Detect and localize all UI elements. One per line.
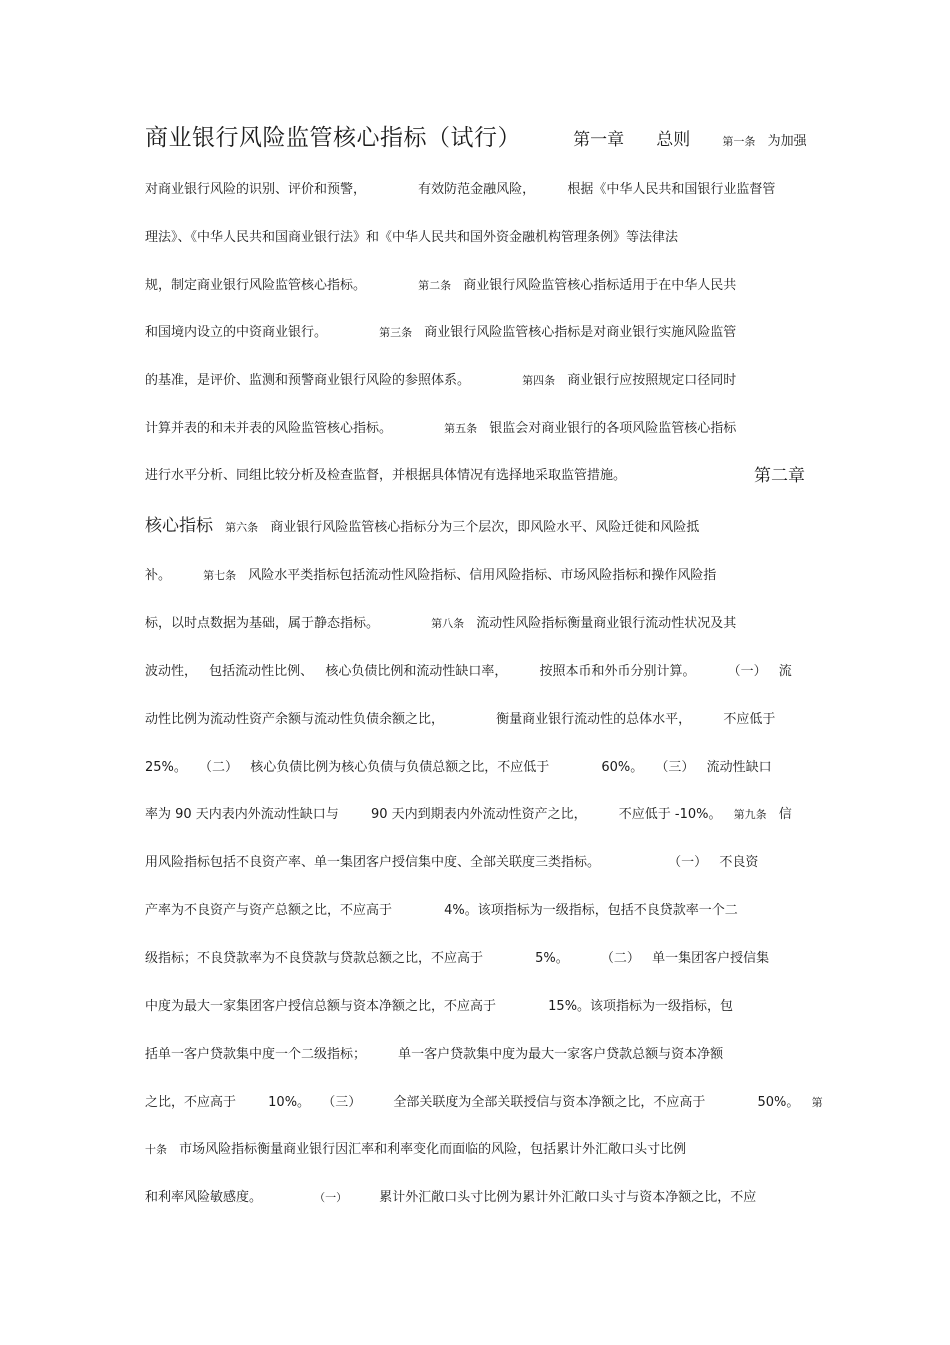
article-number: 第三条 xyxy=(379,326,413,339)
text-segment: 根据《中华人民共和国银行业监督管 xyxy=(567,182,776,197)
text-line xyxy=(145,419,805,439)
text-line xyxy=(145,758,805,778)
text-segment: 不应低于 -10%。 xyxy=(618,807,722,822)
text-line xyxy=(145,853,805,873)
text-segment: 产率为不良资产与资产总额之比，不应高于 xyxy=(145,903,393,918)
text-line xyxy=(145,710,805,730)
text-segment: 和利率风险敏感度。 xyxy=(145,1190,263,1205)
text-line xyxy=(145,614,805,634)
text-line xyxy=(145,805,805,825)
text-segment: 不应低于 xyxy=(723,712,776,727)
text-segment: 动性比例为流动性资产余额与流动性负债余额之比， xyxy=(145,712,445,727)
text-segment: 和国境内设立的中资商业银行。 xyxy=(145,325,328,340)
chapter-heading: 第二章 xyxy=(754,466,805,486)
text-line xyxy=(145,371,805,391)
enumeration-marker: （一） xyxy=(727,664,767,679)
text-segment: 流动性风险指标衡量商业银行流动性状况及其 xyxy=(476,616,737,631)
enumeration-marker: （一） xyxy=(314,1191,348,1204)
article-number: 第二条 xyxy=(418,279,452,292)
text-segment: 计算并表的和未并表的风险监管核心指标。 xyxy=(145,421,393,436)
text-line xyxy=(145,949,805,969)
text-segment: 波动性， xyxy=(145,664,198,679)
enumeration-marker: （二） xyxy=(600,951,640,966)
text-segment: 的基准，是评价、监测和预警商业银行风险的参照体系。 xyxy=(145,373,471,388)
text-segment: 单一集团客户授信集 xyxy=(652,951,770,966)
text-segment: 60%。 xyxy=(601,760,644,775)
text-line xyxy=(145,1093,823,1113)
text-segment: 90 天内到期表内外流动性资产之比， xyxy=(370,807,587,822)
text-segment: 15%。该项指标为一级指标，包 xyxy=(548,999,734,1014)
text-line xyxy=(145,323,805,343)
text-segment: 商业银行风险监管核心指标适用于在中华人民共 xyxy=(463,278,737,293)
text-line xyxy=(145,516,805,542)
text-line xyxy=(145,180,805,200)
article-number: 第一条 xyxy=(722,135,756,148)
enumeration-marker: （三） xyxy=(322,1095,362,1110)
text-segment: 全部关联度为全部关联授信与资本净额之比，不应高于 xyxy=(393,1095,706,1110)
text-segment: 银监会对商业银行的各项风险监管核心指标 xyxy=(489,421,737,436)
text-segment: 之比，不应高于 xyxy=(145,1095,237,1110)
text-line xyxy=(145,997,805,1017)
text-segment: 级指标；不良贷款率为不良贷款与贷款总额之比，不应高于 xyxy=(145,951,484,966)
text-segment: 单一客户贷款集中度为最大一家客户贷款总额与资本净额 xyxy=(398,1047,724,1062)
text-line xyxy=(145,566,805,586)
article-number: 第八条 xyxy=(431,617,465,630)
article-number: 第七条 xyxy=(203,569,237,582)
chapter-title: 总则 xyxy=(656,130,691,150)
text-segment: 市场风险指标衡量商业银行因汇率和利率变化而面临的风险，包括累计外汇敞口头寸比例 xyxy=(179,1142,687,1157)
text-segment: 流 xyxy=(778,664,792,679)
text-line xyxy=(145,1188,805,1208)
article-number: 第四条 xyxy=(522,374,556,387)
text-segment: 10%。 xyxy=(268,1095,311,1110)
article-number: 第五条 xyxy=(444,422,478,435)
text-segment: 5%。 xyxy=(535,951,569,966)
text-segment: 商业银行风险监管核心指标是对商业银行实施风险监管 xyxy=(424,325,737,340)
text-line xyxy=(145,228,805,248)
text-segment: 信 xyxy=(778,807,792,822)
document-title: 商业银行风险监管核心指标（试行） xyxy=(145,125,521,151)
text-segment: 对商业银行风险的识别、评价和预警， xyxy=(145,182,367,197)
article-number: 第九条 xyxy=(733,808,767,821)
text-segment: 为加强 xyxy=(767,134,807,149)
text-segment: 25%。 xyxy=(145,760,187,775)
text-segment: 风险水平类指标包括流动性风险指标、信用风险指标、市场风险指标和操作风险指 xyxy=(248,568,717,583)
text-segment: 4%。该项指标为一级指标，包括不良贷款率一个二 xyxy=(444,903,738,918)
text-segment: 补。 xyxy=(145,568,172,583)
text-segment: 50%。 xyxy=(757,1095,800,1110)
text-segment: 流动性缺口 xyxy=(706,760,772,775)
text-line xyxy=(145,125,807,160)
enumeration-marker: （二） xyxy=(199,760,239,775)
text-segment: 按照本币和外币分别计算。 xyxy=(539,664,696,679)
text-segment: 率为 90 天内表内外流动性缺口与 xyxy=(145,807,339,822)
text-segment: 核心负债比例为核心负债与负债总额之比，不应低于 xyxy=(250,760,550,775)
chapter-title: 核心指标 xyxy=(145,516,213,536)
chapter-heading: 第一章 xyxy=(573,130,625,150)
text-line xyxy=(145,466,805,492)
text-segment: 规，制定商业银行风险监管核心指标。 xyxy=(145,278,367,293)
article-number: 十条 xyxy=(145,1143,167,1156)
text-segment: 包括流动性比例、 xyxy=(209,664,314,679)
text-segment: 标，以时点数据为基础，属于静态指标。 xyxy=(145,616,380,631)
article-number: 第 xyxy=(811,1096,823,1109)
text-line xyxy=(145,662,805,682)
text-segment: 商业银行应按照规定口径同时 xyxy=(567,373,737,388)
enumeration-marker: （三） xyxy=(655,760,695,775)
text-line xyxy=(145,1045,805,1065)
article-number: 第六条 xyxy=(225,521,259,534)
text-segment: 中度为最大一家集团客户授信总额与资本净额之比，不应高于 xyxy=(145,999,497,1014)
text-segment: 括单一客户贷款集中度一个二级指标； xyxy=(145,1047,367,1062)
text-line xyxy=(145,901,805,921)
enumeration-marker: （一） xyxy=(668,855,708,870)
text-segment: 衡量商业银行流动性的总体水平， xyxy=(496,712,692,727)
text-segment: 用风险指标包括不良资产率、单一集团客户授信集中度、全部关联度三类指标。 xyxy=(145,855,601,870)
text-segment: 累计外汇敞口头寸比例为累计外汇敞口头寸与资本净额之比，不应 xyxy=(379,1190,757,1205)
text-segment: 不良资 xyxy=(719,855,759,870)
text-segment: 商业银行风险监管核心指标分为三个层次，即风险水平、风险迁徙和风险抵 xyxy=(270,520,700,535)
text-segment: 有效防范金融风险， xyxy=(418,182,536,197)
text-line xyxy=(145,276,805,296)
text-segment: 理法》、《中华人民共和国商业银行法》和《中华人民共和国外资金融机构管理条例》等法律法 xyxy=(145,230,679,245)
text-line xyxy=(145,1140,805,1160)
text-segment: 核心负债比例和流动性缺口率， xyxy=(325,664,508,679)
text-segment: 进行水平分析、同组比较分析及检查监督，并根据具体情况有选择地采取监管措施。 xyxy=(145,468,627,483)
